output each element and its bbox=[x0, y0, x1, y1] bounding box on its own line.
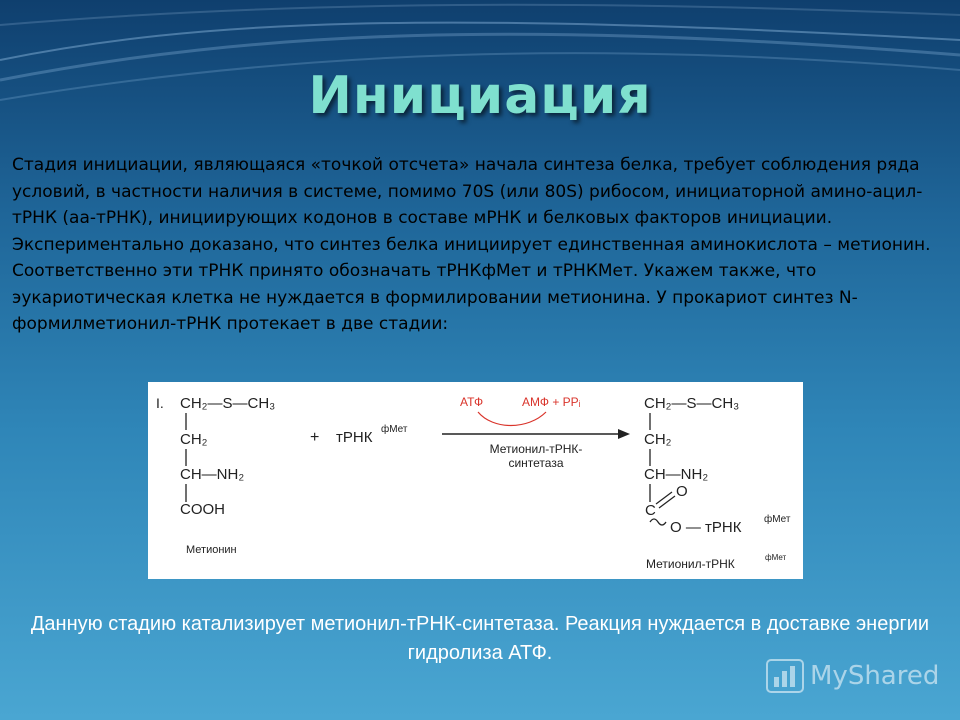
trna-superscript: фМет bbox=[381, 424, 408, 435]
product-carbonyl: C bbox=[645, 502, 656, 519]
product-ester-superscript: фМет bbox=[764, 514, 791, 525]
reaction-arrowhead bbox=[618, 429, 630, 439]
met-name: Метионин bbox=[186, 544, 237, 556]
slide-caption: Данную стадию катализирует метионил-тРНК-синтетаза. Реакция нуждается в доставке энергии гидролиза АТФ. bbox=[30, 613, 930, 664]
product-line-2: CH₂ bbox=[644, 431, 672, 448]
product-oxygen-top: O bbox=[676, 483, 688, 500]
met-line-1: CH₂—S—CH₃ bbox=[180, 395, 276, 412]
plus-sign: + bbox=[310, 429, 320, 446]
product-tilde-bond bbox=[650, 519, 666, 525]
product-double-bond-2 bbox=[659, 496, 675, 508]
product-ester: O — тРНК bbox=[670, 519, 742, 536]
slide-title: Инициация bbox=[308, 66, 652, 126]
watermark bbox=[766, 656, 939, 696]
product-line-1: CH₂—S—CH₃ bbox=[644, 395, 740, 412]
step-label: I. bbox=[156, 395, 164, 411]
atp-label: АТФ bbox=[460, 395, 484, 409]
body-paragraph: Стадия инициации, являющаяся «точкой отсчета» начала синтеза белка, требует соблюдения ряда условий, в частности наличия в системе, помимо 70S (или 80S) рибосом, инициаторной амино-ацил-тРНК (аа-тРНК), инициирующих кодонов в составе мРНК и белковых факторов инициации. Экспериментально доказано, что синтез белка инициирует единственная аминокислота – метионин. Соответственно эти тРНК принято обозначать тРНКфМет и тРНКМет. Укажем также, что эукариотическая клетка не нуждается в формилировании метионина. У прокариот синтез N-формилметионил-тРНК протекает в две стадии: bbox=[12, 155, 931, 334]
enzyme-line-2: синтетаза bbox=[508, 456, 564, 470]
enzyme-line-1: Метионил-тРНК- bbox=[489, 442, 583, 456]
product-name: Метионил-тРНК bbox=[646, 557, 735, 571]
bar-chart-icon bbox=[766, 659, 804, 693]
atp-curve bbox=[478, 412, 546, 426]
watermark-text: MyShared bbox=[810, 661, 940, 691]
met-line-2: CH₂ bbox=[180, 431, 208, 448]
met-line-4: COOH bbox=[180, 501, 225, 518]
product-name-superscript: фМет bbox=[765, 553, 787, 562]
met-line-3: CH—NH₂ bbox=[180, 466, 245, 483]
trna-label: тРНК bbox=[336, 429, 373, 446]
reaction-scheme bbox=[148, 382, 803, 579]
product-line-3: CH—NH₂ bbox=[644, 466, 709, 483]
amp-label: АМФ + PPᵢ bbox=[522, 395, 581, 409]
product-double-bond-1 bbox=[656, 492, 672, 504]
